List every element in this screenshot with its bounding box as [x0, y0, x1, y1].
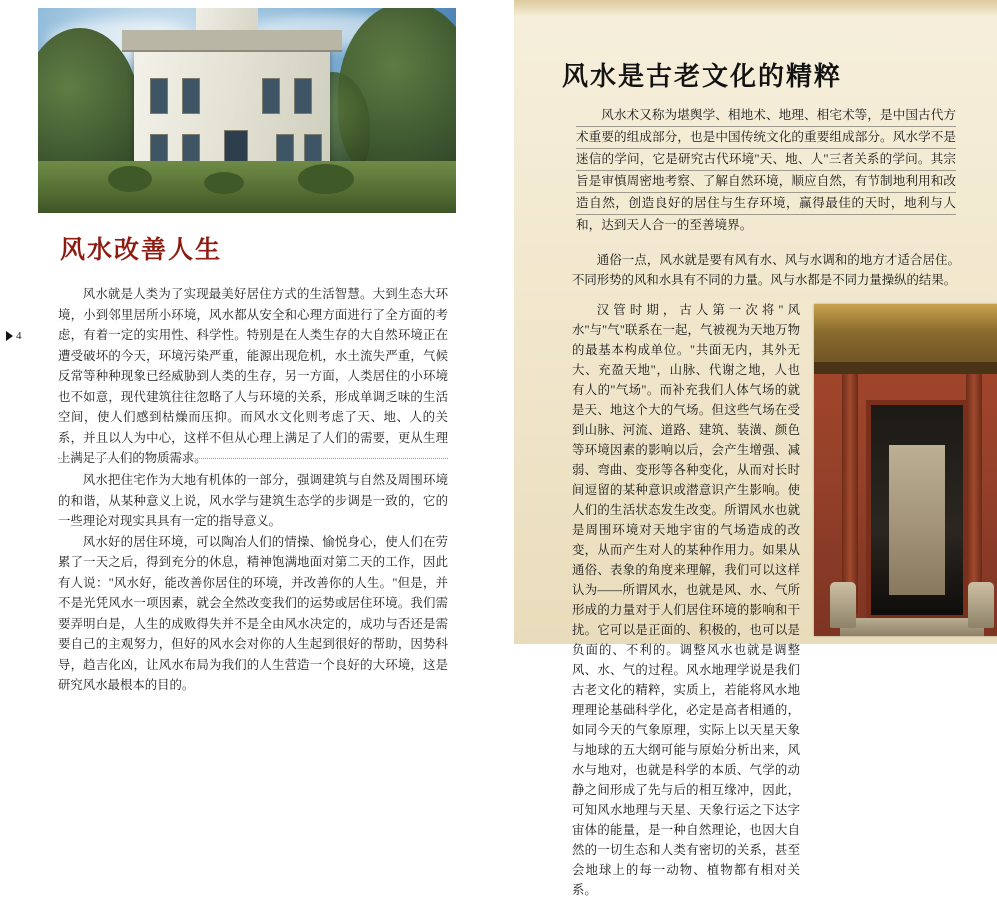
left-body-text-2: [58, 470, 448, 696]
left-page: [0, 0, 498, 692]
house-roof-shape: [122, 30, 342, 52]
paragraph: 汉管时期，古人第一次将"风水"与"气"联系在一起，气被视为天地万物的最基本构成单位。"共面无内，其外无大、充盈天地"，山脉、代谢之地，人也有人的"气场"。而补充我们人体气场的就是天、地这个大的气场。但这些气场在受到山脉、河流、道路、建筑、装潢、颜色等环境因素的影响以后，会产生增强、减弱、弯曲、变形等各种变化，从而对长时间逗留的某种意识或潜意识产生影响。使人们的生活状态发生改变。所谓风水也就是周围环境对天地宇宙的气场造成的改变，从而产生对人的某种作用力。如果从通俗、表象的角度来理解，我们可以这样认为——所谓风水，也就是风、水、气所形成的力量对于人们居住环境的影响和干扰。它可以是正面的、积极的，也可以是负面的、不利的。调整风水也就是调整风、水、气的过程。风水地理学说是我们古老文化的精粹，实质上，若能将风水地理理论基础科学化，必定是高者相通的，如同今天的气象原理，实际上以天星天象与地球的五大纲可能与原始分析出来，风水与地对，也就是科学的本质、气学的动静之间形成了先与后的相互缘冲，因此，可知风水地理与天星、天象行运之下达字宙体的能量，是一种自然理论，也因大自然的一切生态和人类有密切的关系，甚至会地球上的每一动物、植物都有相对关系。: [572, 303, 800, 897]
gate-door-shape: [866, 400, 968, 620]
right-paragraph-2: [572, 250, 960, 290]
gate-step-shape: [840, 618, 984, 636]
stone-lion-shape: [830, 582, 856, 628]
paragraph: 风水好的居住环境，可以陶冶人们的情操、愉悦身心，使人们在劳累了一天之后，得到充分的休息，精神饱满地面对第二天的工作，因此有人说："风水好，能改善你居住的环境，并改善你的人生。"但是，并不是光凭风水一项因素，就会全然改变我们的运势或居住环境。我们需要弄明白是，人生的成败得失并不是全由风水决定的，成功与否还是需要自己的主观努力，但好的风水会对你的人生起到很好的帮助，因势科导，趋吉化凶，让风水布局为我们的人生营造一个良好的大环境，这是研究风水最根本的目的。: [58, 534, 448, 692]
right-column-text: [572, 300, 800, 900]
gate-pillar-shape: [842, 374, 858, 614]
page-marker: [6, 330, 22, 342]
paragraph: 风水就是人类为了实现最美好居住方式的生活智慧。大到生态大环境，小到邻里居所小环境，风水都从安全和心理方面进行了全方面的考虑，有着一定的实用性、科学性。特别是在人类生存的大自然环境正在遭受破坏的今天，环境污染严重，能源出现危机，水土流失严重，气候反常等种种现象已经威胁到人类的生存，另一方面，人类居住的小环境也不如意，现代建筑往往忽略了人与环境的关系，形成单调乏味的生活空间，使人们感到枯燥而压抑。而风水文化则考虑了天、地、人的关系，并且以人为中心，这样不但从心理上满足了人们的需要，更从生理上满足了人们的物质需求。: [58, 287, 448, 465]
lead-rule: [576, 214, 956, 215]
house-window-shape: [262, 78, 280, 114]
house-window-shape: [294, 78, 312, 114]
shrub-shape: [298, 164, 354, 194]
dotted-divider: [58, 458, 448, 459]
house-window-shape: [182, 78, 200, 114]
shrub-shape: [108, 166, 152, 192]
gate-pillar-shape: [966, 374, 982, 614]
gate-door-opening-shape: [889, 445, 945, 595]
lead-rule: [576, 148, 956, 149]
gate-eave-shape: [814, 362, 997, 374]
triangle-right-icon: [6, 331, 13, 341]
left-body-text: [58, 284, 448, 469]
page-top-band: [514, 0, 997, 16]
house-window-shape: [150, 78, 168, 114]
paragraph: 风水把住宅作为大地有机体的一部分，强调建筑与自然及周围环境的和谐，从某种意义上说，风水学与建筑生态学的步调是一致的，它的一些理论对现实具具有一定的指导意义。: [58, 473, 448, 528]
gate-roof-shape: [814, 304, 997, 369]
paragraph: 通俗一点，风水就是要有风有水、风与水调和的地方才适合居住。不同形势的风和水具有不同的力量。风与水都是不同力量操纵的结果。: [572, 253, 960, 287]
lead-rule: [576, 170, 956, 171]
lawn-shape: [38, 161, 456, 213]
left-page-title: 风水改善人生: [60, 237, 223, 264]
victorian-house-photo: [38, 8, 456, 213]
right-page: [514, 0, 997, 897]
lead-rule: [576, 192, 956, 193]
page-gutter: [498, 0, 514, 644]
right-page-title: 风水是古老文化的精粹: [562, 62, 843, 91]
shrub-shape: [204, 172, 244, 194]
stone-lion-shape: [968, 582, 994, 628]
page-number: 4: [16, 330, 22, 342]
lead-rule: [576, 126, 956, 127]
chinese-temple-gate-photo: [814, 304, 997, 636]
paragraph: 风水术又称为堪舆学、相地术、地理、相宅术等，是中国古代方术重要的组成部分，也是中国传统文化的重要组成部分。风水学不是迷信的学问，它是研究古代环境"天、地、人"三者关系的学问。其宗旨是审慎周密地考察、了解自然环境，顺应自然，有节制地利用和改造自然，创造良好的居住与生存环境，赢得最佳的天时，地利与人和，达到天人合一的至善境界。: [576, 108, 956, 232]
